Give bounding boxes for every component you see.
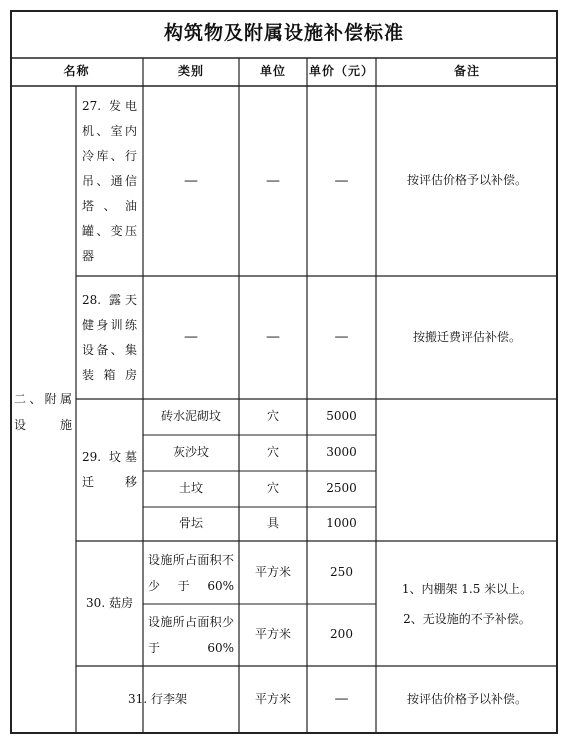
row-30-name: 30. 菇房 bbox=[86, 596, 133, 610]
row-27-category: — bbox=[184, 172, 198, 189]
row-29-item-3-price: 2500 bbox=[326, 481, 357, 496]
header-price: 单价（元） bbox=[308, 64, 374, 79]
group-label: 二、附属设施 bbox=[14, 392, 72, 432]
row-27-name: 27. 发电机、室内冷库、行吊、通信塔、油罐、变压器 bbox=[82, 98, 137, 263]
header-category: 类别 bbox=[177, 64, 204, 79]
row-29-item-1-price: 5000 bbox=[326, 409, 357, 424]
row-29-item-3-category: 土坟 bbox=[178, 481, 203, 496]
row-29-name: 29. 坟墓迁移 bbox=[82, 450, 137, 489]
compensation-table bbox=[10, 10, 558, 735]
row-27-unit: — bbox=[266, 172, 280, 189]
row-29-item-1-unit: 穴 bbox=[266, 409, 279, 424]
header-unit: 单位 bbox=[259, 64, 286, 79]
row-31-name: 31. 行李架 bbox=[128, 691, 187, 706]
row-28-category: — bbox=[184, 329, 198, 346]
row-31-unit: 平方米 bbox=[254, 691, 291, 706]
row-30-item-1-category: 设施所占面积不少于60% bbox=[148, 552, 234, 593]
table-title: 构筑物及附属设施补偿标准 bbox=[163, 22, 404, 45]
row-28-remark: 按搬迁费评估补偿。 bbox=[412, 329, 521, 344]
row-27-remark: 按评估价格予以补偿。 bbox=[406, 173, 527, 188]
row-30-remark bbox=[376, 541, 558, 666]
row-27-price: — bbox=[334, 172, 349, 189]
row-30-item-2-category: 设施所占面积少于60% bbox=[148, 615, 234, 655]
row-29-item-2-price: 3000 bbox=[326, 445, 357, 460]
row-29-item-2-unit: 穴 bbox=[266, 445, 279, 460]
row-30-item-1-unit: 平方米 bbox=[254, 564, 291, 579]
row-30-item-2-price: 200 bbox=[330, 627, 353, 642]
row-30-item-1-price: 250 bbox=[330, 564, 353, 579]
row-29-item-4-category: 骨坛 bbox=[178, 516, 203, 531]
row-31-remark: 按评估价格予以补偿。 bbox=[406, 691, 527, 706]
row-30-item-2-unit: 平方米 bbox=[254, 627, 291, 642]
row-28-unit: — bbox=[266, 329, 280, 346]
header-remark: 备注 bbox=[453, 64, 480, 79]
row-29-item-4-price: 1000 bbox=[326, 516, 357, 531]
row-29-item-3-unit: 穴 bbox=[266, 481, 279, 496]
row-30-remark-line-2: 2、无设施的不予补偿。 bbox=[403, 611, 531, 626]
row-29-item-4-unit: 具 bbox=[266, 516, 279, 531]
row-31-price: — bbox=[334, 691, 349, 708]
row-28-name: 28. 露天健身训练设备、集装箱房 bbox=[82, 292, 137, 382]
row-29-item-1-category: 砖水泥砌坟 bbox=[160, 409, 221, 424]
row-30-remark-line-1: 1、内棚架 1.5 米以上。 bbox=[401, 581, 533, 596]
header-name: 名称 bbox=[63, 64, 90, 79]
row-29-item-2-category: 灰沙坟 bbox=[172, 445, 209, 460]
row-28-price: — bbox=[334, 329, 349, 346]
